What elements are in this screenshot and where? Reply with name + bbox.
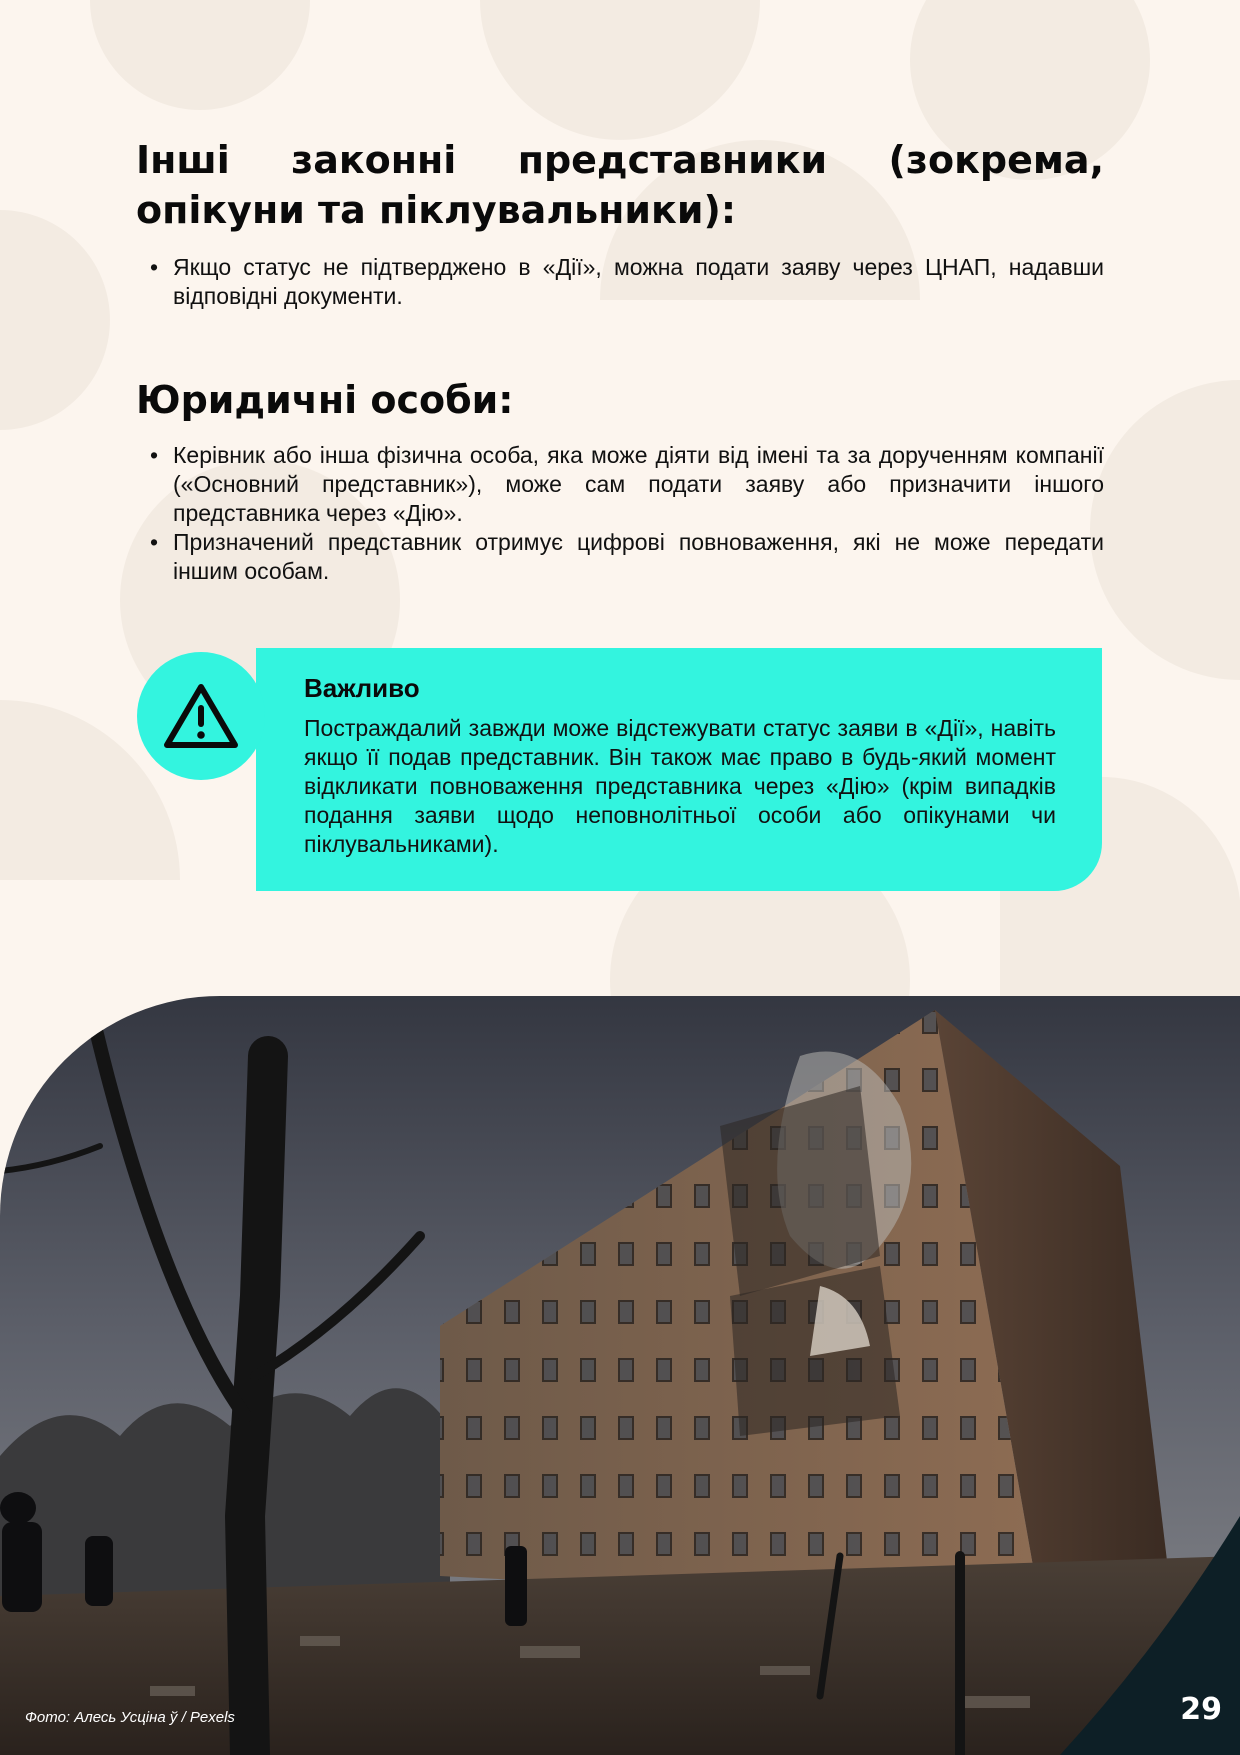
bullet-list-legal-entities [136,441,1104,586]
list-item-text: Призначений представник отримує цифрові повноваження, які не може передати іншим особам. [173,529,1104,584]
list-item-text: Якщо статус не підтверджено в «Дії», можна подати заяву через ЦНАП, надавши відповідні документи. [173,254,1104,309]
photo-credit: Фото: Алесь Усціна ў / Pexels [25,1709,235,1726]
list-item-text: Керівник або інша фізична особа, яка може діяти від імені та за дорученням компанії («Основний представник»), може сам подати заяву або призначити іншого представника через «Дію». [173,442,1104,526]
warning-icon [162,681,240,751]
list-item [136,528,1104,586]
warning-bubble [137,652,265,780]
list-item [136,253,1104,311]
callout-text: Постраждалий завжди може відстежувати статус заяви в «Дії», навіть якщо її подав представник. Він також має право в будь-який момент відкликати повноваження представника через «Дію» (крім випадків подання заяви щодо неповнолітньої особи або опікунами чи піклувальниками). [304,715,1056,857]
callout-title: Важливо [304,673,420,703]
section-heading-legal-entities: Юридичні особи: [136,378,514,422]
section-heading-legal-representatives: Інші законні представники (зокрема, опікуни та піклувальники): [136,138,1104,232]
bullet-list-legal-representatives [136,253,1104,311]
list-item [136,441,1104,528]
bullet-dot: • [150,529,159,555]
photo-destroyed-building [0,996,1240,1755]
bullet-dot: • [150,442,159,468]
bullet-dot: • [150,254,159,280]
page-number: 29 [1180,1692,1222,1727]
